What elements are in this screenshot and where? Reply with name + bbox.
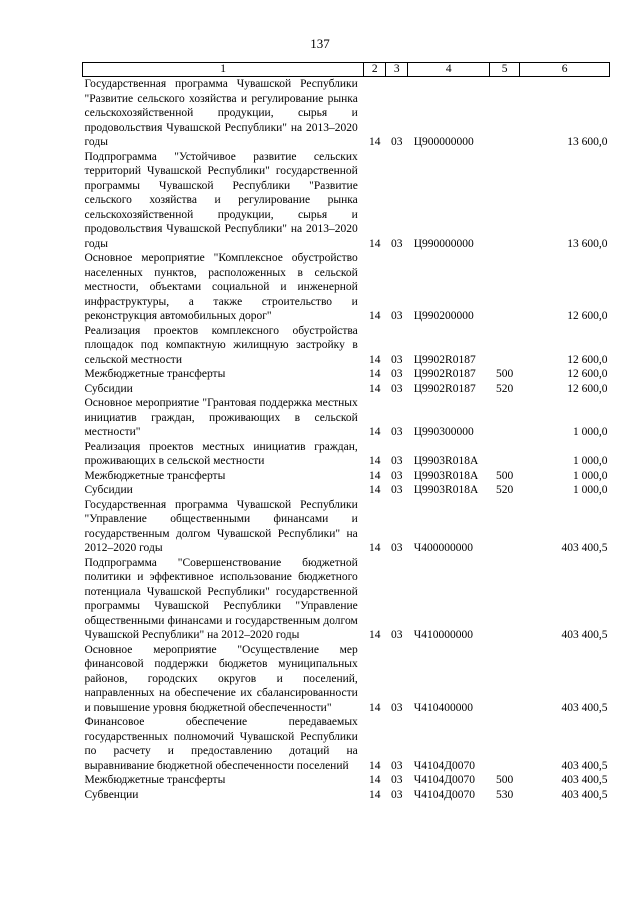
row-subsection: 03 (391, 237, 403, 250)
row-target-code: Ч410000000 (413, 629, 473, 641)
row-amount: 403 400,5 (561, 759, 608, 772)
row-expense-type: 520 (496, 382, 514, 395)
table-row (83, 150, 610, 252)
row-section: 14 (369, 759, 381, 772)
budget-table (82, 62, 610, 802)
table-row (83, 773, 610, 788)
row-section: 14 (369, 484, 381, 496)
row-target-code: Ц990200000 (413, 310, 474, 322)
header-col-3: 3 (386, 63, 408, 77)
row-amount: 13 600,0 (567, 136, 608, 148)
table-row (83, 469, 610, 484)
row-amount: 1 000,0 (573, 484, 608, 496)
row-target-code: Ц9903R018A (413, 469, 479, 482)
row-target-code: Ч4104Д0070 (413, 759, 476, 772)
row-description: Финансовое обеспечение передаваемых государственных полномочий Чувашской Республики по расчету и предоставлению дотаций на выравнивание бюджетной обеспеченности поселений (84, 716, 358, 772)
row-target-code: Ц990300000 (413, 426, 474, 438)
row-subsection: 03 (391, 701, 403, 714)
table-row (83, 715, 610, 773)
table-row (83, 382, 610, 397)
page-number: 137 (310, 36, 330, 51)
row-target-code: Ч400000000 (413, 542, 473, 554)
row-expense-type (490, 643, 520, 716)
header-row (83, 63, 610, 77)
header-col-5: 5 (490, 63, 520, 77)
row-description: Подпрограмма "Совершенствование бюджетной политики и эффективное использование бюджетного потенциала Чувашской Республики" государственной программы Чувашской Республики "Управление общественными финансами и государственным долгом Чувашской Республики" на 2012–2020 годы (84, 556, 358, 641)
header-col-2: 2 (364, 63, 386, 77)
table-header (83, 63, 610, 77)
row-expense-type (490, 77, 520, 150)
row-expense-type: 500 (496, 368, 514, 380)
row-amount: 12 600,0 (567, 368, 608, 380)
row-amount: 1 000,0 (573, 426, 608, 438)
table-row (83, 788, 610, 803)
row-amount: 403 400,5 (561, 788, 608, 801)
row-section: 14 (369, 426, 381, 438)
row-description: Субвенции (84, 788, 139, 801)
row-amount: 1 000,0 (573, 469, 608, 482)
row-expense-type: 500 (496, 469, 514, 482)
table-row (83, 324, 610, 368)
row-subsection: 03 (391, 629, 403, 641)
row-section: 14 (369, 542, 381, 554)
row-subsection: 03 (391, 788, 403, 801)
row-target-code: Ч4104Д0070 (413, 788, 476, 801)
table-row (83, 440, 610, 469)
row-amount: 12 600,0 (567, 382, 608, 395)
row-subsection: 03 (391, 426, 403, 438)
row-target-code: Ц9902R0187 (413, 353, 476, 366)
row-subsection: 03 (391, 353, 403, 366)
row-expense-type (490, 715, 520, 773)
row-expense-type: 500 (496, 774, 514, 786)
row-section: 14 (369, 136, 381, 148)
row-description: Основное мероприятие "Осуществление мер финансовой поддержки бюджетов муниципальных районов, городских округов и поселений, направленных на обеспечение их сбалансированности и повышение уровня бюджетной обеспеченности" (84, 643, 358, 714)
row-target-code: Ц9903R018A (413, 484, 479, 496)
row-description: Межбюджетные трансферты (84, 469, 226, 482)
row-expense-type (490, 324, 520, 368)
table-row (83, 396, 610, 440)
header-col-4: 4 (408, 63, 490, 77)
table-row (83, 556, 610, 643)
row-target-code: Ч4104Д0070 (413, 774, 476, 786)
row-section: 14 (369, 788, 381, 801)
row-expense-type: 530 (496, 788, 514, 801)
row-target-code: Ц990000000 (413, 237, 474, 250)
row-description: Межбюджетные трансферты (84, 368, 226, 380)
header-col-1: 1 (83, 63, 364, 77)
row-expense-type (490, 150, 520, 252)
row-expense-type (490, 440, 520, 469)
row-description: Межбюджетные трансферты (84, 774, 226, 786)
row-amount: 403 400,5 (561, 774, 608, 786)
row-expense-type (490, 556, 520, 643)
row-section: 14 (369, 353, 381, 366)
row-section: 14 (369, 310, 381, 322)
row-description: Государственная программа Чувашской Республики "Развитие сельского хозяйства и регулирование рынка сельскохозяйственной продукции, сырья и продовольствия Чувашской Республики" на 2013–2020 годы (84, 78, 358, 148)
row-subsection: 03 (391, 759, 403, 772)
row-amount: 12 600,0 (567, 353, 608, 366)
row-section: 14 (369, 774, 381, 786)
row-amount: 403 400,5 (561, 701, 608, 714)
row-description: Субсидии (84, 382, 133, 395)
header-col-6: 6 (520, 63, 610, 77)
row-description: Основное мероприятие "Грантовая поддержка местных инициатив граждан, проживающих в сельской местности" (84, 397, 358, 438)
row-expense-type (490, 251, 520, 324)
row-expense-type (490, 396, 520, 440)
row-amount: 403 400,5 (561, 629, 608, 641)
row-subsection: 03 (391, 469, 403, 482)
row-section: 14 (369, 701, 381, 714)
row-amount: 12 600,0 (567, 310, 608, 322)
row-section: 14 (369, 469, 381, 482)
row-subsection: 03 (391, 774, 403, 786)
row-section: 14 (369, 629, 381, 641)
row-section: 14 (369, 455, 381, 467)
row-description: Государственная программа Чувашской Республики "Управление общественными финансами и государственным долгом Чувашской Республики" на 2012–2020 годы (84, 498, 358, 554)
table-row (83, 483, 610, 498)
table-row (83, 251, 610, 324)
row-description: Субсидии (84, 484, 133, 496)
row-expense-type (490, 498, 520, 556)
row-target-code: Ц9902R0187 (413, 368, 476, 380)
row-subsection: 03 (391, 368, 403, 380)
row-amount: 1 000,0 (573, 455, 608, 467)
row-amount: 403 400,5 (561, 542, 608, 554)
row-subsection: 03 (391, 455, 403, 467)
row-description: Подпрограмма "Устойчивое развитие сельских территорий Чувашской Республики" государственной программы Чувашской Республики "Развитие сельского хозяйства и регулирование рынка сельскохозяйственной продукции, сырья и продовольствия Чувашской Республики" на 2013–2020 годы (84, 150, 358, 250)
row-amount: 13 600,0 (567, 237, 608, 250)
row-subsection: 03 (391, 136, 403, 148)
row-target-code: Ц9902R0187 (413, 382, 476, 395)
row-section: 14 (369, 237, 381, 250)
row-subsection: 03 (391, 310, 403, 322)
row-section: 14 (369, 368, 381, 380)
row-subsection: 03 (391, 484, 403, 496)
row-section: 14 (369, 382, 381, 395)
row-target-code: Ч410400000 (413, 701, 473, 714)
row-target-code: Ц9903R018A (413, 455, 479, 467)
table-row (83, 498, 610, 556)
table-row (83, 643, 610, 716)
table-row (83, 367, 610, 382)
row-description: Реализация проектов местных инициатив граждан, проживающих в сельской местности (84, 440, 358, 467)
table-body (83, 77, 610, 803)
row-target-code: Ц900000000 (413, 136, 474, 148)
table-row (83, 77, 610, 150)
row-subsection: 03 (391, 382, 403, 395)
row-description: Основное мероприятие "Комплексное обустройство населенных пунктов, расположенных в сельской местности, объектами социальной и инженерной инфраструктуры, а также строительство и реконструкция автомобильных дорог" (84, 252, 358, 322)
row-subsection: 03 (391, 542, 403, 554)
row-expense-type: 520 (496, 484, 514, 496)
row-description: Реализация проектов комплексного обустройства площадок под компактную жилищную застройку в сельской местности (84, 324, 358, 366)
